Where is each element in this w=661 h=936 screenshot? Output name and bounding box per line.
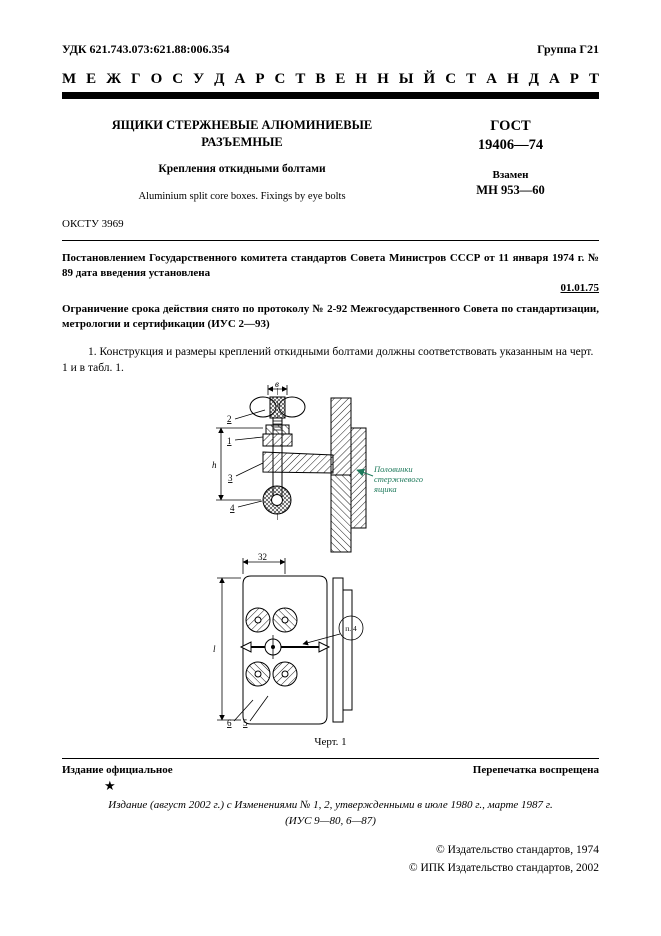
gost-number: 19406—74 xyxy=(477,136,544,153)
halves-label-line3: ящика xyxy=(373,484,397,495)
effective-date xyxy=(62,282,599,294)
copyright-2002: © ИПК Издательство стандартов, 2002 xyxy=(408,862,599,874)
document-title-english: Aluminium split core boxes. Fixings by eye bolts xyxy=(138,190,346,202)
nut-block xyxy=(263,434,292,446)
title-right-column xyxy=(422,117,599,202)
divider-bar xyxy=(62,92,599,99)
figure-1 xyxy=(62,380,599,732)
core-box-half-lower xyxy=(331,475,351,552)
limitation-paragraph: Ограничение срока действия снято по протоколу № 2-92 Межгосударственного Совета по стандартизации, метрологии и сертификации (ИУС 2—93) xyxy=(62,303,599,331)
callout-3: 3 xyxy=(227,473,232,484)
star-icon: ★ xyxy=(104,778,116,794)
group-code: Группа Г21 xyxy=(537,42,599,56)
document-title-line2: РАЗЪЕМНЫЕ xyxy=(201,134,283,149)
fixing-body-plan xyxy=(243,576,327,724)
gost-label: ГОСТ xyxy=(490,118,531,134)
dimension-32-label: 32 xyxy=(257,552,267,563)
udk-code: УДК 621.743.073:621.88:006.354 xyxy=(62,42,230,56)
official-edition-label: Издание официальное xyxy=(62,764,173,777)
wing-nut xyxy=(250,397,305,418)
decree-paragraph: Постановлением Государственного комитета стандартов Совета Министров СССР от 11 января 1974 г. № 89 дата введения установлена xyxy=(62,251,599,279)
clause-1-paragraph: 1. Конструкция и размеры креплений откидными болтами должны соответствовать указанным на черт. 1 и в табл. 1. xyxy=(62,346,594,375)
edition-note xyxy=(62,798,599,830)
copyright-block xyxy=(62,842,599,878)
copyright-1974: © Издательство стандартов, 1974 xyxy=(435,844,599,857)
edition-note-line2: (ИУС 9—80, 6—87) xyxy=(285,815,376,828)
replaces-label: Взамен xyxy=(492,168,529,181)
title-block xyxy=(62,117,599,202)
figure-caption: Черт. 1 xyxy=(314,736,347,749)
dimension-h-label: h xyxy=(211,460,216,471)
dimension-l-label: l xyxy=(212,644,216,655)
okstu-code: ОКСТУ 3969 xyxy=(62,217,124,230)
callout-2: 2 xyxy=(226,414,231,425)
document-topline xyxy=(62,42,599,57)
horizontal-rule-top xyxy=(62,240,599,241)
bolt-eye-hole xyxy=(271,495,282,506)
callout-5: 5 xyxy=(242,718,247,729)
document-title-line1: ЯЩИКИ СТЕРЖНЕВЫЕ АЛЮМИНИЕВЫЕ xyxy=(111,118,373,132)
edition-note-line1: Издание (август 2002 г.) с Изменениями № 1, 2, утвержденными в июле 1980 г., марте 1987 г. xyxy=(108,799,553,812)
side-plate-inner xyxy=(333,578,343,722)
reprint-prohibited-label: Перепечатка воспрещена xyxy=(472,764,599,777)
core-box-halves-label xyxy=(357,464,423,494)
side-plate-outer xyxy=(343,590,352,710)
core-box-flange xyxy=(351,428,366,528)
clamp-arm xyxy=(263,452,333,473)
callout-1: 1 xyxy=(226,436,231,447)
footer-notice-row xyxy=(62,764,599,776)
figure-bottom-view xyxy=(241,576,352,724)
callout-6: 6 xyxy=(226,718,231,729)
figure-top-view xyxy=(250,388,366,552)
halves-label-line2: стержневого xyxy=(373,474,423,485)
callout-4: 4 xyxy=(229,503,234,514)
effective-date-value: 01.01.75 xyxy=(560,282,599,295)
title-left-column xyxy=(62,117,422,202)
note-ref-label: п. 4 xyxy=(344,624,357,634)
figure-1-drawing xyxy=(211,380,451,732)
document-subtitle: Крепления откидными болтами xyxy=(158,162,326,175)
halves-label-line1: Половинки xyxy=(373,464,413,475)
horizontal-rule-bottom xyxy=(62,758,599,759)
standard-kind-title: М Е Ж Г О С У Д А Р С Т В Е Н Н Ы Й С Т А Н Д А Р Т xyxy=(62,71,599,87)
replaces-value: МН 953—60 xyxy=(476,182,545,197)
washer xyxy=(266,425,289,434)
dimension-b-label: в xyxy=(274,380,279,390)
core-box-half-upper xyxy=(331,398,351,475)
